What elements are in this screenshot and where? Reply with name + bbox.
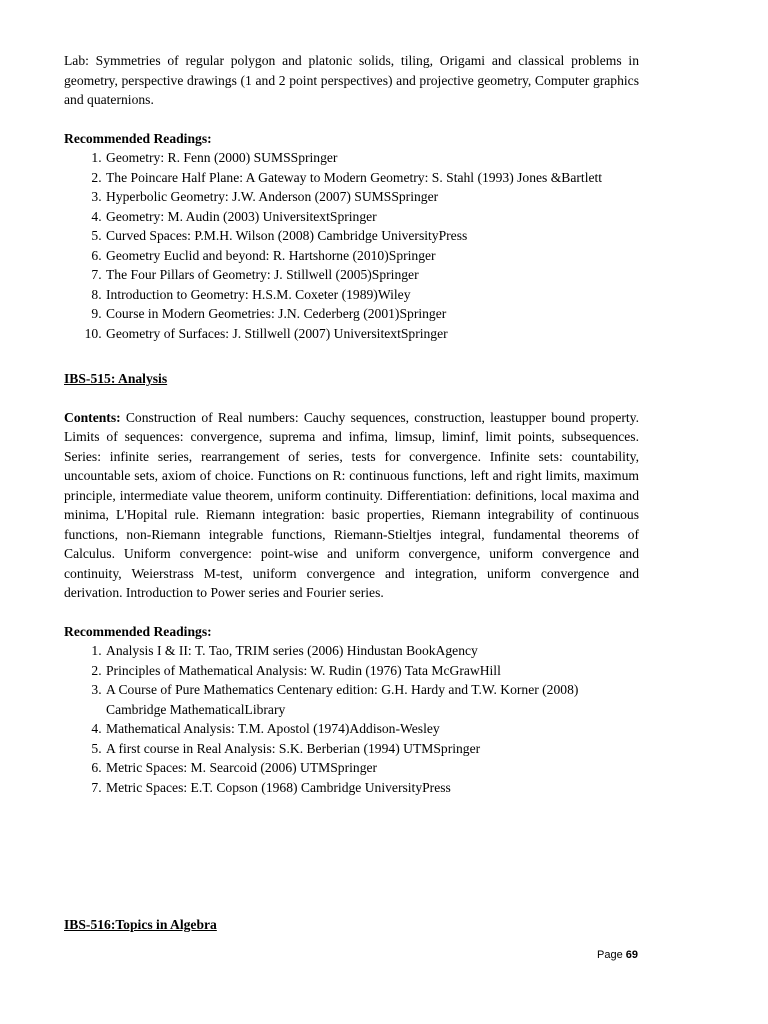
spacer (64, 343, 639, 369)
list-item: 1. Analysis I & II: T. Tao, TRIM series (2006) Hindustan BookAgency (105, 641, 639, 661)
list-item: 4. Geometry: M. Audin (2003) UniversitextSpringer (105, 207, 639, 227)
list-item: 9. Course in Modern Geometries: J.N. Cederberg (2001)Springer (105, 304, 639, 324)
list-item: 2. Principles of Mathematical Analysis: W. Rudin (1976) Tata McGrawHill (105, 661, 639, 681)
list-item: 1. Geometry: R. Fenn (2000) SUMSSpringer (105, 148, 639, 168)
readings-heading-analysis: Recommended Readings: (64, 623, 212, 639)
page-footer (597, 948, 638, 962)
spacer (64, 797, 639, 915)
readings-list-geometry (64, 148, 639, 343)
contents-label: Contents: (64, 409, 121, 425)
section-title-analysis: IBS-515: Analysis (64, 371, 168, 386)
spacer (64, 389, 639, 408)
contents-paragraph (64, 408, 639, 603)
page-label: Page (597, 949, 623, 961)
list-item: 5. Curved Spaces: P.M.H. Wilson (2008) Cambridge UniversityPress (105, 226, 639, 246)
list-item: 3. A Course of Pure Mathematics Centenary edition: G.H. Hardy and T.W. Korner (2008) Cambridge MathematicalLibrary (105, 680, 639, 719)
list-item: 7. The Four Pillars of Geometry: J. Stillwell (2005)Springer (105, 265, 639, 285)
section-title-algebra: IBS-516:Topics in Algebra (64, 917, 217, 932)
list-item: 8. Introduction to Geometry: H.S.M. Coxeter (1989)Wiley (105, 285, 639, 305)
document-page (64, 51, 639, 935)
list-item: 7. Metric Spaces: E.T. Copson (1968) Cambridge UniversityPress (105, 778, 639, 798)
contents-text: Construction of Real numbers: Cauchy sequences, construction, leastupper bound property. Limits of sequences: convergence, suprema and infima, limsup, liminf, limit points, subsequences. Series: infinite series, rearrangement of series, tests for convergence. Infinite sets: countability, uncountable sets, axiom of choice. Functions on R: continuous functions, left and right limits, maximum principle, intermediate value theorem, uniform continuity. Differentiation: definitions, local maxima and minima, L'Hopital rule. Riemann integration: basic properties, Riemann integrability of continuous functions, non-Riemann integrable functions, Riemann-Stieltjes integral, fundamental theorems of Calculus. Uniform convergence: point-wise and uniform convergence, uniform convergence and continuity, Weierstrass M-test, uniform convergence and integration, uniform convergence and derivation. Introduction to Power series and Fourier series. (64, 409, 639, 600)
readings-list-analysis (64, 641, 639, 797)
page-number: 69 (625, 949, 639, 961)
list-item: 6. Metric Spaces: M. Searcoid (2006) UTMSpringer (105, 758, 639, 778)
list-item: 4. Mathematical Analysis: T.M. Apostol (1974)Addison-Wesley (105, 719, 639, 739)
list-item: 3. Hyperbolic Geometry: J.W. Anderson (2007) SUMSSpringer (105, 187, 639, 207)
list-item: 2. The Poincare Half Plane: A Gateway to Modern Geometry: S. Stahl (1993) Jones &Bartlett (105, 168, 639, 188)
list-item: 6. Geometry Euclid and beyond: R. Hartshorne (2010)Springer (105, 246, 639, 266)
list-item: 10. Geometry of Surfaces: J. Stillwell (2007) UniversitextSpringer (105, 324, 639, 344)
list-item: 5. A first course in Real Analysis: S.K. Berberian (1994) UTMSpringer (105, 739, 639, 759)
spacer (64, 110, 639, 129)
readings-heading-geometry: Recommended Readings: (64, 130, 212, 146)
lab-paragraph: Lab: Symmetries of regular polygon and platonic solids, tiling, Origami and classical problems in geometry, perspective drawings (1 and 2 point perspectives) and projective geometry, Computer graphics and quaternions. (64, 53, 639, 107)
spacer (64, 603, 639, 622)
